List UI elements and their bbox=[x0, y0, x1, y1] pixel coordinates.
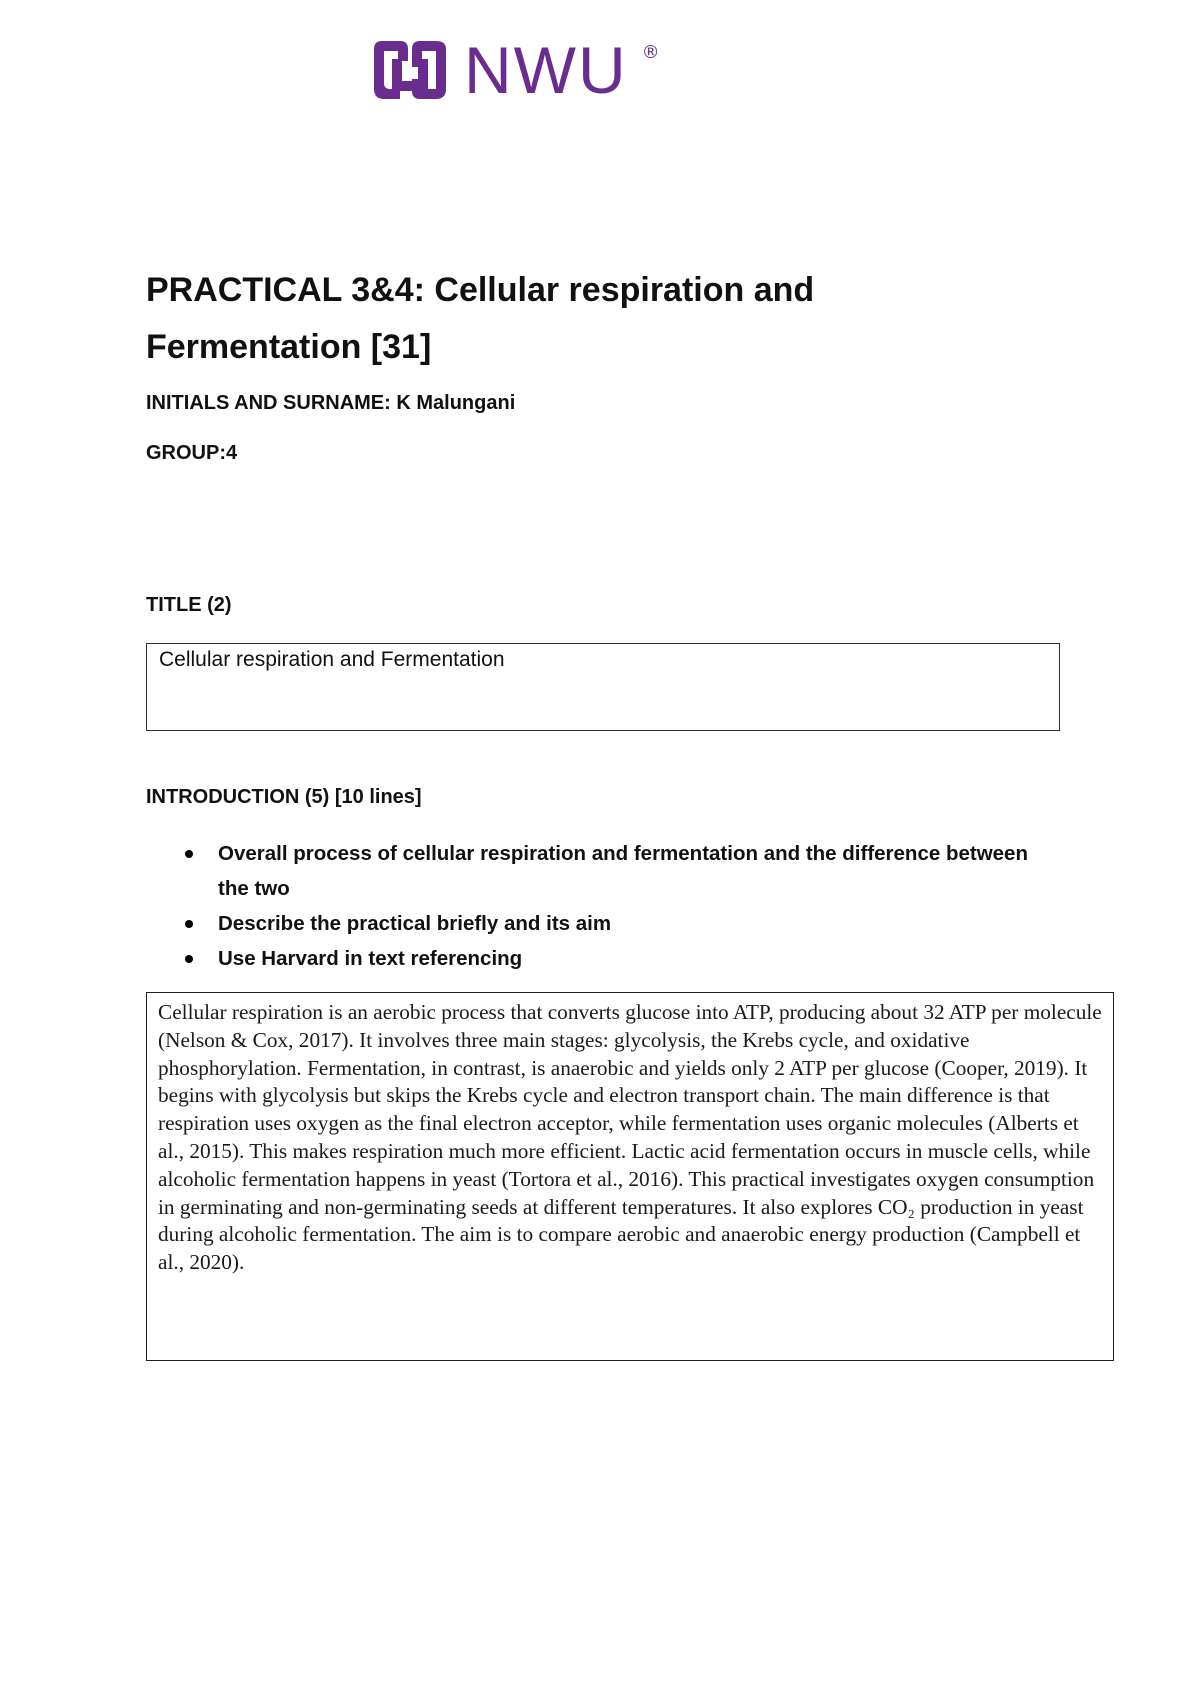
nwu-logo bbox=[370, 33, 660, 107]
page-title-line-2: Fermentation [31] bbox=[146, 328, 432, 366]
group-field bbox=[146, 442, 237, 465]
logo-wordmark: NWU bbox=[464, 33, 628, 107]
introduction-heading: INTRODUCTION (5) [10 lines] bbox=[146, 786, 422, 808]
list-item bbox=[180, 836, 1060, 906]
page-title bbox=[146, 262, 966, 376]
introduction-answer-text: Cellular respiration is an aerobic process that converts glucose into ATP, producing about 32 ATP per molecule (Nelson & Cox, 2017). It involves three main stages: glycolysis, the Krebs cycle, and oxidative phosphorylation. Fermentation, in contrast, is anaerobic and yields only 2 ATP per glucose (Cooper, 2019). It begins with glycolysis but skips the Krebs cycle and electron transport chain. The main difference is that respiration uses oxygen as the final electron acceptor, while fermentation uses organic molecules (Alberts et al., 2015). This makes respiration much more efficient. Lactic acid fermentation occurs in muscle cells, while alcoholic fermentation happens in yeast (Tortora et al., 2016). This practical investigates oxygen consumption in germinating and non-germinating seeds at different temperatures. It also explores CO₂ production in yeast during alcoholic fermentation. The aim is to compare aerobic and anaerobic energy production (Campbell et al., 2020). bbox=[158, 1000, 1102, 1275]
bullet-icon bbox=[185, 920, 193, 928]
title-heading: TITLE (2) bbox=[146, 594, 232, 616]
name-label: INITIALS AND SURNAME: bbox=[146, 392, 391, 414]
name-field bbox=[146, 392, 515, 415]
title-answer-box[interactable] bbox=[146, 643, 1060, 731]
introduction-instructions-list bbox=[180, 836, 1060, 976]
bullet-text: Use Harvard in text referencing bbox=[218, 947, 523, 970]
title-answer-text: Cellular respiration and Fermentation bbox=[159, 648, 505, 671]
registered-mark: ® bbox=[641, 42, 660, 63]
list-item bbox=[180, 941, 1060, 976]
name-value: K Malungani bbox=[396, 392, 516, 414]
bullet-text: Overall process of cellular respiration and fermentation and the difference between the two bbox=[218, 842, 1028, 900]
nwu-emblem-icon bbox=[370, 39, 450, 101]
introduction-answer-box[interactable] bbox=[146, 992, 1114, 1361]
list-item bbox=[180, 906, 1060, 941]
group-value: 4 bbox=[226, 442, 238, 464]
bullet-text: Describe the practical briefly and its aim bbox=[218, 912, 612, 935]
bullet-icon bbox=[185, 850, 193, 858]
group-label: GROUP: bbox=[146, 442, 226, 464]
page-title-line-1: PRACTICAL 3&4: Cellular respiration and bbox=[146, 271, 815, 309]
bullet-icon bbox=[185, 955, 193, 963]
